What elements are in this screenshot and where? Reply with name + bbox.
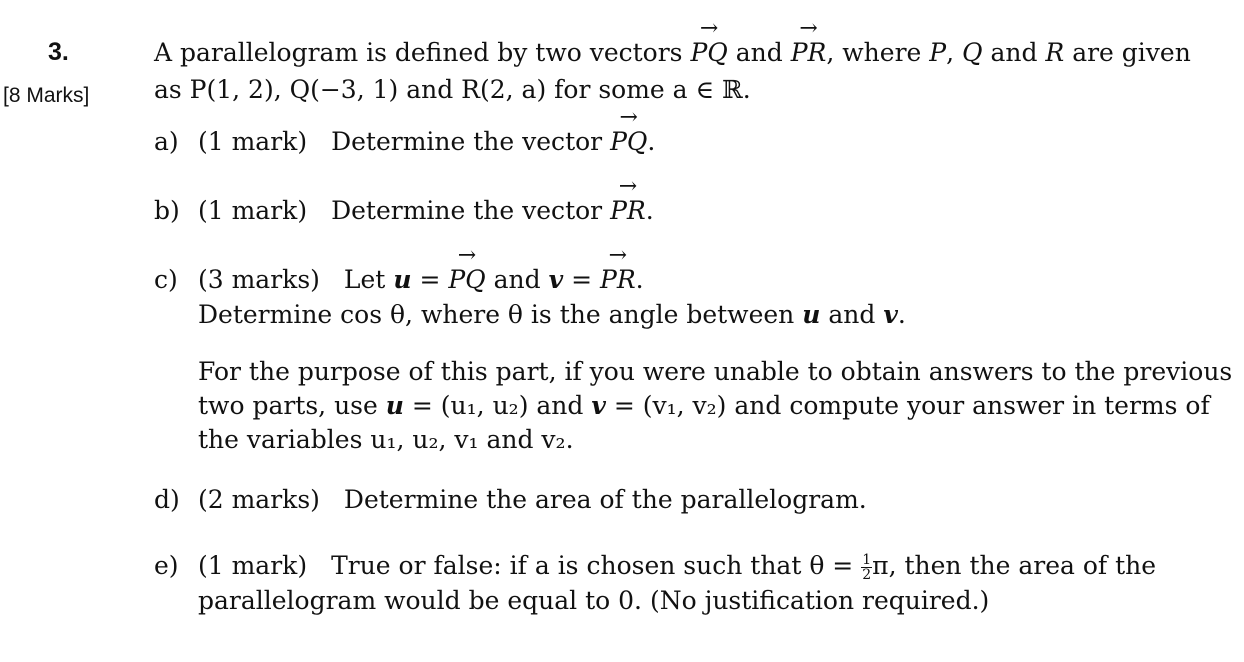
intro-line-2: as P(1, 2), Q(−3, 1) and R(2, a) for some a ∈ ℝ. bbox=[154, 75, 751, 104]
question-number: 3. bbox=[48, 38, 69, 66]
part-b-vector: → PR bbox=[610, 194, 646, 228]
vector-pr: → PR bbox=[791, 36, 827, 70]
part-c-note-2 bbox=[198, 389, 1210, 423]
fraction-half bbox=[861, 553, 872, 582]
symbol-v-2: v bbox=[883, 300, 898, 329]
fraction-denominator: 2 bbox=[862, 567, 872, 583]
part-d-text: Determine the area of the parallelogram. bbox=[343, 485, 867, 514]
equals-2: = bbox=[571, 265, 593, 294]
point-q: Q bbox=[962, 38, 983, 67]
part-e-text-1: True or false: if a is chosen such that θ = bbox=[331, 551, 854, 580]
intro-text-3: are given bbox=[1072, 38, 1191, 67]
equals: = bbox=[419, 265, 441, 294]
part-a: a) (1 mark) Determine the vector → PQ. bbox=[154, 125, 655, 159]
part-c-note-2a: two parts, use bbox=[198, 391, 378, 420]
part-a-label: a) bbox=[154, 127, 179, 156]
part-c-note-3: the variables u₁, u₂, v₁ and v₂. bbox=[198, 425, 574, 454]
part-a-marks: (1 mark) bbox=[198, 127, 308, 156]
part-a-vector: → PQ bbox=[610, 125, 647, 159]
intro-line-1: A parallelogram is defined by two vectors → PQ and → PR, where P, Q and R are given bbox=[154, 36, 1191, 70]
part-c-and-2: and bbox=[828, 300, 876, 329]
part-c-let: Let bbox=[343, 265, 386, 294]
point-p: P bbox=[929, 38, 947, 67]
part-c-note-2c: = (v₁, v₂) and compute your answer in terms of bbox=[613, 391, 1210, 420]
symbol-u: u bbox=[393, 265, 412, 294]
part-c-and: and bbox=[493, 265, 541, 294]
intro-and-2: and bbox=[990, 38, 1038, 67]
part-b-label: b) bbox=[154, 196, 180, 225]
vector-pq: → PQ bbox=[690, 36, 727, 70]
intro-text-2: , where bbox=[826, 38, 922, 67]
part-e-line-2: parallelogram would be equal to 0. (No justification required.) bbox=[198, 586, 990, 615]
marks-label: [8 Marks] bbox=[3, 84, 90, 107]
part-c-marks: (3 marks) bbox=[198, 265, 320, 294]
part-b-marks: (1 mark) bbox=[198, 196, 308, 225]
part-c-line-2: Determine cos θ, where θ is the angle between u and v. bbox=[198, 300, 906, 329]
symbol-v: v bbox=[548, 265, 564, 294]
part-c-note-2b: = (u₁, u₂) and bbox=[411, 391, 584, 420]
fraction-numerator: 1 bbox=[862, 552, 872, 568]
point-r: R bbox=[1045, 38, 1065, 67]
part-c: c) (3 marks) Let u = → PQ and v = → PR. bbox=[154, 263, 644, 297]
part-c-line-2-text: Determine cos θ, where θ is the angle between bbox=[198, 300, 795, 329]
part-c-vector-pr: → PR bbox=[600, 263, 636, 297]
symbol-v-3: v bbox=[591, 391, 606, 420]
part-e bbox=[154, 549, 1156, 583]
symbol-u-3: u bbox=[385, 391, 404, 420]
intro-and: and bbox=[735, 38, 783, 67]
part-e-marks: (1 mark) bbox=[198, 551, 308, 580]
part-c-label: c) bbox=[154, 265, 178, 294]
intro-text-1: A parallelogram is defined by two vectors bbox=[154, 38, 683, 67]
part-b-text: Determine the vector bbox=[331, 196, 603, 225]
part-c-note-1: For the purpose of this part, if you were unable to obtain answers to the previous bbox=[198, 357, 1233, 386]
part-e-label: e) bbox=[154, 551, 179, 580]
part-e-text-2: π, then the area of the bbox=[872, 551, 1157, 580]
part-b: b) (1 mark) Determine the vector → PR. bbox=[154, 194, 654, 228]
part-c-vector-pq: → PQ bbox=[448, 263, 485, 297]
part-d bbox=[154, 483, 867, 517]
part-a-text: Determine the vector bbox=[331, 127, 603, 156]
part-d-marks: (2 marks) bbox=[198, 485, 320, 514]
part-d-label: d) bbox=[154, 485, 180, 514]
symbol-u-2: u bbox=[802, 300, 821, 329]
